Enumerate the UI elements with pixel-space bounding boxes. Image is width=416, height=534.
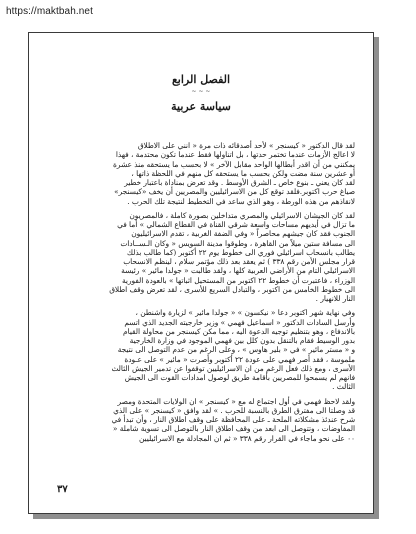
text-line: شرح عندئذ مشكلاته الملحة ـ على المحافظة على وقف اطلاق النار ، وأن تبدأ في	[111, 415, 355, 424]
text-line: الأسرى ، ومع ذلك فعل الرغم من ان الاسرائيليين توقفوا عن تدمير الجيش الثالث	[111, 363, 355, 373]
text-line: المفاوضات ، وتتوصل الى ابعد من وقف اطلاق النار بالتوصل الى تسوية شاملة «	[112, 424, 355, 434]
page-number: ٣٧	[57, 484, 68, 495]
text-line: الثالث .	[332, 382, 355, 392]
text-line: لا اعالج الأزمات عندما تختمر حدتها ، بل اتناولها فقط عندما تكون محتدمة ، فهذا	[115, 150, 355, 160]
chapter-title: سياسة عربية	[171, 100, 231, 113]
chapter-header	[29, 73, 373, 113]
text-line: ٠٠ على نحو ماجاء في القرار رقم ٣٣٨ « ثم ان المجادلة مع الاسرائيليين	[138, 433, 355, 443]
paragraph	[47, 397, 355, 443]
text-line: الاسرائيلي التام من الأراضي العربية كلها ، ولقد طالبت « جولدا مائير » رئيسة	[121, 266, 355, 276]
text-line: يمكنني من أن اقدر أبطالها الواحد مقابل الآخر » لا بحسب ما يستحقه منذ عشرة	[113, 159, 355, 169]
text-line: و « مستر مائير » في « بلير هاوس » ، وعلى الرغم من عدم التوصل الى نتيجة	[117, 345, 355, 355]
paragraph	[47, 141, 355, 206]
text-line: لقد كان يعني ـ بنوع خاص ـ الشرق الأوسط . وقد تعرض بمناداة باعتبار خطير	[124, 178, 355, 187]
text-line: لقد كان الجيشان الاسرائيلي والمصري متداخلين بصورة كاملة ، فالمصريون	[129, 210, 355, 220]
text-line: وأرسل السادات الدكتور « اسماعيل فهمي » وزير خارجيته الجديد الذي اتسم	[124, 317, 355, 327]
chapter-label: الفصل الرابع	[171, 73, 231, 86]
text-line: الى خطوط الخامس من اكتوبر ، والتبادل السريع للأسرى ، لقد تعرض وقف اطلاق	[109, 284, 355, 294]
text-line: بدور الوسيط فقام بالتنقل بدون كلل بين فهمي الموجود في وزارة الخارجية	[129, 336, 355, 345]
text-line: فانهم لم يسمحوا للمصريين بأقامة طريق لوصول امدادات القوت الى الجيش	[124, 373, 355, 382]
text-line: يطالب بانسحاب اسرائيلي فوري الى خطوط يوم ٢٢ أكتوبر (كما طالب بذلك	[126, 247, 355, 257]
text-line: أو عشرين سنة مضت ولكن بحسب ما يستحقه كل منهم في اللحظة ذاتها ،	[131, 168, 355, 178]
text-line: وفي نهاية شهر اكتوبر دعا « نيكسون » « جولدا مائير » لزيارة واشنطن ،	[135, 308, 355, 318]
text-line: لقد قال الدكتور « كيسنجر » لأحد أصدقائه ذات مرة « انني على الاطلاق	[137, 141, 355, 150]
paragraph	[47, 211, 355, 304]
site-url: https://maktbah.net	[6, 6, 93, 17]
text-line: ولقد لاحظ فهمي في أول اجتماع له مع « كيسنجر » ان الولايات المتحدة ومصر	[117, 396, 355, 406]
text-line: ما تزال في أيديهم مساحات واسعة شرقي القناة في القطاع الشمالي » أما في	[117, 220, 355, 229]
text-line: صياغ حرب اكتوبر.فلقد توقع كل من الاسرائيليين والمصريين أن يخف «كيسنجر»	[114, 187, 355, 197]
ornament: ~ ~ ~	[191, 88, 211, 95]
text-line: الى مسافة ستين ميلاً من القاهرة ، وطوقوا مدينة السويس « وكان الـســادات	[120, 238, 355, 248]
body-text	[47, 141, 355, 448]
text-line: ملموسة ، فقد أصر فهمي على عودة ٢٢ أكتوبر وأصرت « مائير » على عـودة	[124, 354, 355, 364]
book-page	[28, 32, 374, 514]
text-line: الجنوب فقد كان جيشهم محاصراً « وفي الضفة الغربية ، تقدم الاسرائيليون	[131, 229, 355, 239]
text-line: بالاندفاع ، وهو بتنظيم توجيه الدعوة اليه ، مما مكن كيسنجر من محاولة القيام	[123, 326, 355, 336]
text-line: قد وصلتا الى مفترق الطرق بالنسبة للحرب . » لقد وافق « كيسنجر » على الذي	[113, 405, 355, 415]
text-line: لانقاذهم من هذه الورطة ، وهو الذي ساعد في التخطيط لنتيجة تلك الحرب .	[127, 196, 355, 206]
text-line: قرار مجلس الأمن رقم ٣٣٨ ) ثم يعقد بعد ذلك مؤتمر سلام ، لينظم الانسحاب	[123, 257, 355, 266]
text-line: الوزراء ، فاعتبرت أن خطوط ٢٢ اكتوبر من المستحيل اثباتها » بالعودة الفورية	[121, 275, 355, 285]
text-line: النار للانهيار .	[315, 294, 355, 303]
paragraph	[47, 308, 355, 391]
